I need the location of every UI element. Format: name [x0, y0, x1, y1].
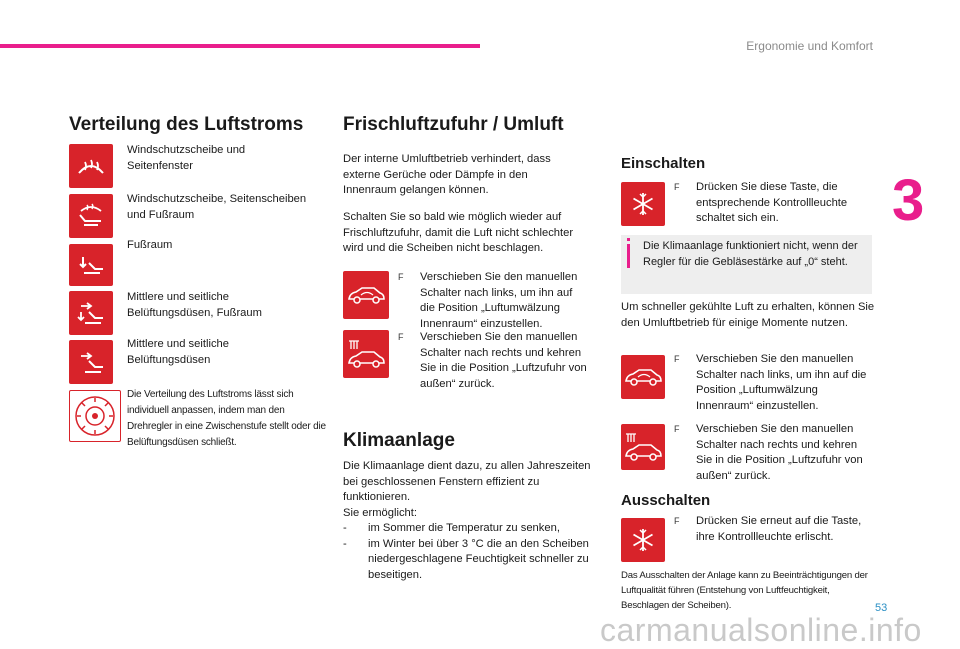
fresh-air-step-2 — [398, 330, 588, 392]
distribution-item-4: Mittlere und seitliche Belüftungsdüsen, Fußraum — [127, 291, 262, 319]
distribution-item-3: Fußraum — [127, 239, 173, 251]
bullet-mark: F — [398, 272, 404, 282]
bullet-mark: F — [674, 182, 680, 192]
bullet-mark: F — [674, 424, 680, 434]
windshield-feet-icon — [69, 194, 113, 238]
feet-vent-icon — [69, 244, 113, 286]
distribution-dial-icon — [69, 390, 121, 442]
distribution-heading: Verteilung des Luftstroms — [69, 114, 304, 135]
fresh-air-heading: Frischluftzufuhr / Umluft — [343, 114, 564, 135]
switch-on-heading: Einschalten — [621, 155, 706, 172]
snowflake-ac-icon — [621, 518, 665, 562]
switch-off-heading: Ausschalten — [621, 492, 711, 509]
ac-intro: Sie ermöglicht: — [343, 506, 417, 519]
fresh-air-step-1 — [398, 270, 588, 332]
distribution-item-1: Windschutzscheibe und Seitenfenster — [127, 144, 246, 172]
ac-para: Die Klimaanlage dient dazu, zu allen Jahreszeiten bei geschlossenen Fenstern effizient zu funktionieren. — [343, 460, 591, 503]
fresh-air-icon — [621, 424, 665, 470]
switch-on-step-3 — [674, 422, 874, 484]
ac-list-item-1 — [343, 521, 593, 537]
bullet-mark: F — [398, 332, 404, 342]
snowflake-ac-icon — [621, 182, 665, 226]
chapter-number: 3 — [892, 168, 925, 233]
info-icon — [627, 244, 630, 268]
ac-list-item-1-text: im Sommer die Temperatur zu senken, — [368, 522, 560, 534]
windshield-defrost-icon — [69, 144, 113, 188]
info-text: Die Klimaanlage funktioniert nicht, wenn der Regler für die Gebläsestärke auf „0“ steht. — [643, 240, 858, 268]
switch-on-step-2-text: Verschieben Sie den manuellen Schalter nach links, um ihn auf die Position „Luftumwälzung Innenraum“ einzustellen. — [696, 353, 867, 412]
fresh-air-step-1-text: Verschieben Sie den manuellen Schalter nach links, um ihn auf die Position „Luftumwälzung Innenraum“ einzustellen. — [420, 271, 578, 330]
switch-on-para: Um schneller gekühlte Luft zu erhalten, können Sie den Umluftbetrieb für einige Momente nutzen. — [621, 301, 875, 329]
distribution-item-2: Windschutzscheibe, Seitenscheiben und Fußraum — [127, 193, 307, 221]
info-box — [621, 235, 872, 294]
fresh-air-icon — [343, 330, 389, 378]
list-dash: - — [343, 537, 347, 550]
section-title: Ergonomie und Komfort — [746, 39, 873, 53]
switch-on-step-3-text: Verschieben Sie den manuellen Schalter nach rechts und kehren Sie in die Position „Luftzufuhr von außen“ zurück. — [696, 423, 863, 482]
switch-on-step-text: Drücken Sie diese Taste, die entsprechende Kontrollleuchte schaltet sich ein. — [696, 181, 848, 224]
fresh-air-step-2-text: Verschieben Sie den manuellen Schalter nach rechts und kehren Sie in die Position „Luftzufuhr von außen“ zurück. — [420, 331, 587, 390]
face-feet-vent-icon — [69, 291, 113, 335]
fresh-air-para-2: Schalten Sie so bald wie möglich wieder auf Frischluftzufuhr, damit die Luft nicht schlechter wird und die Scheiben nicht beschlagen. — [343, 211, 574, 254]
fresh-air-para-1: Der interne Umluftbetrieb verhindert, dass externe Gerüche oder Dämpfe in den Innenraum gelangen können. — [343, 153, 551, 196]
distribution-item-5: Mittlere und seitliche Belüftungsdüsen — [127, 338, 229, 366]
ac-description — [343, 459, 593, 583]
switch-off-step — [674, 514, 864, 545]
page-number: 53 — [875, 602, 888, 614]
ac-heading: Klimaanlage — [343, 430, 455, 451]
bullet-mark: F — [674, 516, 680, 526]
switch-off-note: Das Ausschalten der Anlage kann zu Beeinträchtigungen der Luftqualität führen (Entstehung von Luftfeuchtigkeit, Beschlagen der Scheiben). — [621, 570, 868, 611]
bullet-mark: F — [674, 354, 680, 364]
list-dash: - — [343, 522, 347, 534]
distribution-note: Die Verteilung des Luftstroms lässt sich individuell anpassen, indem man den Drehregler in eine Zwischenstufe stellt oder die Belüftungsdüsen schließt. — [127, 389, 326, 448]
switch-on-step — [674, 180, 874, 227]
switch-on-step-2 — [674, 352, 874, 414]
accent-bar — [0, 44, 480, 48]
recirculation-icon — [343, 271, 389, 319]
watermark: carmanualsonline.info — [600, 612, 922, 648]
ac-list-item-2 — [343, 537, 593, 584]
face-vent-icon — [69, 340, 113, 384]
switch-off-step-text: Drücken Sie erneut auf die Taste, ihre Kontrollleuchte erlischt. — [696, 515, 862, 543]
ac-list-item-2-text: im Winter bei über 3 °C die an den Scheiben niedergeschlagene Feuchtigkeit schneller zu beseitigen. — [368, 537, 589, 581]
recirculation-icon — [621, 355, 665, 399]
